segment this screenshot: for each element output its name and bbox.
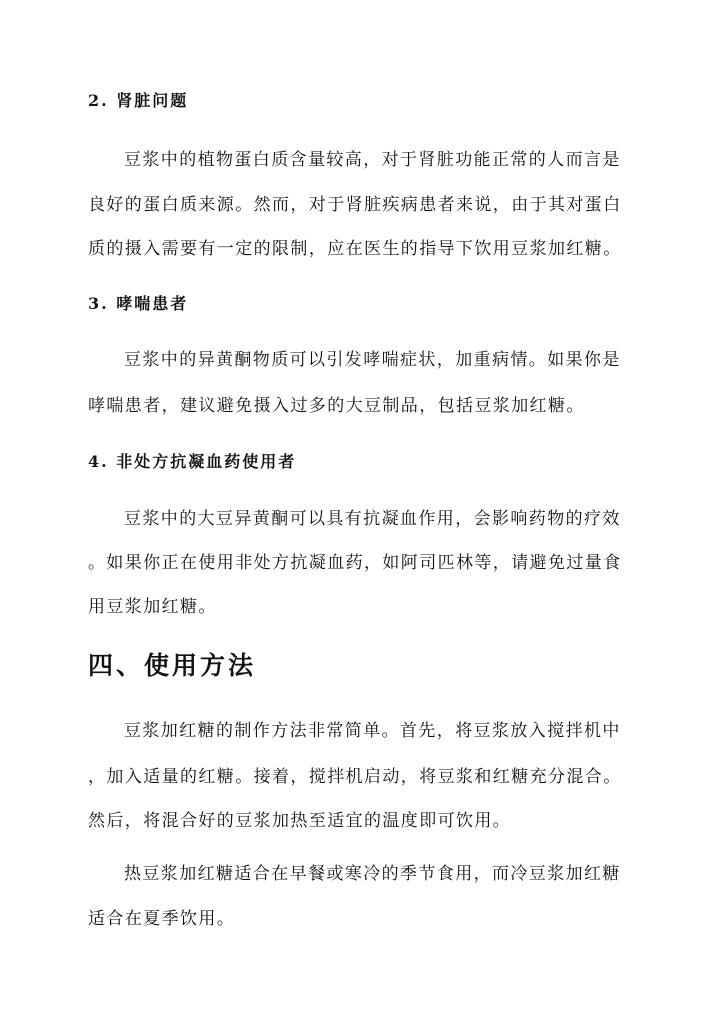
paragraph-line: 质的摄入需要有一定的限制，应在医生的指导下饮用豆浆加红糖。 bbox=[88, 239, 622, 259]
paragraph-line: 适合在夏季饮用。 bbox=[88, 909, 236, 929]
paragraph-line: 哮喘患者，建议避免摄入过多的大豆制品，包括豆浆加红糖。 bbox=[88, 396, 585, 416]
paragraph-line: 然后，将混合好的豆浆加热至适宜的温度即可饮用。 bbox=[88, 811, 512, 831]
paragraph-line: ，加入适量的红糖。接着，搅拌机启动，将豆浆和红糖充分混合。 bbox=[88, 767, 622, 787]
paragraph-line: 良好的蛋白质来源。然而，对于肾脏疾病患者来说，由于其对蛋白 bbox=[88, 195, 622, 215]
paragraph-line: 。如果你正在使用非处方抗凝血药，如阿司匹林等，请避免过量食 bbox=[88, 553, 622, 573]
paragraph-line: 豆浆加红糖的制作方法非常简单。首先，将豆浆放入搅拌机中 bbox=[124, 721, 621, 741]
subsection-heading-anticoagulant: 4. 非处方抗凝血药使用者 bbox=[88, 452, 297, 471]
section-title-usage: 四、使用方法 bbox=[88, 651, 257, 680]
subsection-heading-kidney: 2. 肾脏问题 bbox=[88, 91, 189, 110]
subsection-heading-asthma: 3. 哮喘患者 bbox=[88, 294, 189, 313]
paragraph-line: 豆浆中的异黄酮物质可以引发哮喘症状，加重病情。如果你是 bbox=[124, 350, 621, 370]
paragraph-line: 热豆浆加红糖适合在早餐或寒冷的季节食用，而冷豆浆加红糖 bbox=[124, 864, 621, 884]
paragraph-line: 豆浆中的植物蛋白质含量较高，对于肾脏功能正常的人而言是 bbox=[124, 150, 621, 170]
paragraph-line: 用豆浆加红糖。 bbox=[88, 597, 217, 617]
paragraph-line: 豆浆中的大豆异黄酮可以具有抗凝血作用，会影响药物的疗效 bbox=[124, 509, 621, 529]
